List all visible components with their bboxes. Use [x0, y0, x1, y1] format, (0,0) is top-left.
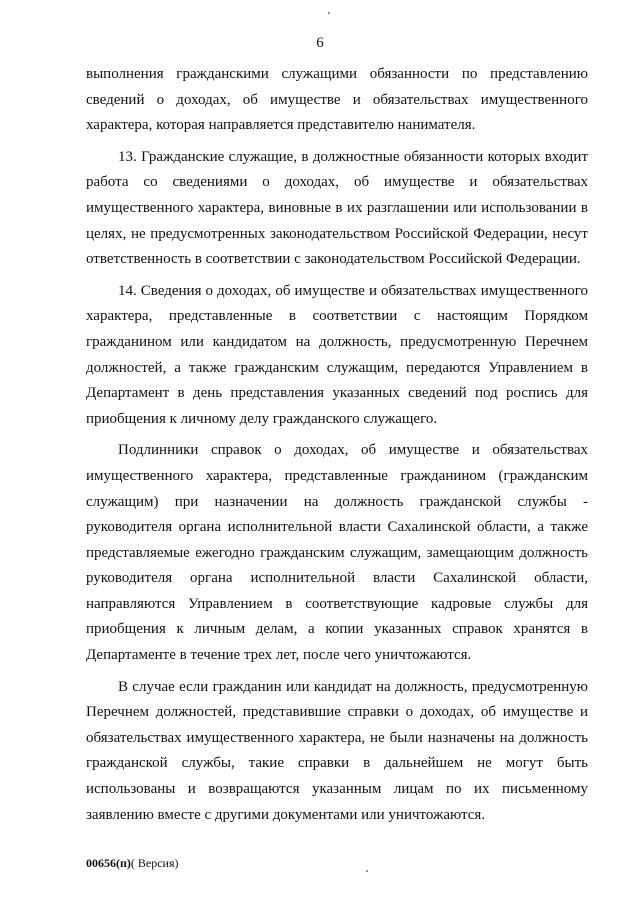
page-number: 6: [316, 35, 324, 51]
document-footer: [86, 856, 179, 870]
paragraph-not-appointed: В случае если гражданин или кандидат на должность, предусмотренную Перечнем должностей, представившие справки о доходах, об имуществе и обязательствах имущественного характера, не были назначены на должность гражданской службы, такие справки в дальнейшем не могут быть использованы и возвращаются указанным лицам по их письменному заявлению вместе с другими документами или уничтожаются.: [86, 678, 588, 823]
document-body: [86, 62, 588, 828]
document-code: 00656(п): [86, 856, 131, 870]
paragraph-13: 13. Гражданские служащие, в должностные обязанности которых входит работа со сведениями о доходах, об имуществе и обязательствах имущественного характера, виновные в их разглашении или использовании в целях, не предусмотренных законодательством Российской Федерации, несут ответственность в соответствии с законодательством Российской Федерации.: [86, 148, 588, 268]
scan-speck: [328, 12, 330, 14]
scan-speck: [366, 870, 368, 872]
paragraph-originals: Подлинники справок о доходах, об имуществе и обязательствах имущественного характера, представленные гражданином (гражданским служащим) при назначении на должность гражданской службы - руководителя органа исполнительной власти Сахалинской области, а также представляемые ежегодно гражданским служащим, замещающим должность руководителя органа исполнительной власти Сахалинской области, направляются Управлением в соответствующие кадровые службы для приобщения к личным делам, а копии указанных справок хранятся в Департаменте в течение трех лет, после чего уничтожаются.: [86, 442, 588, 664]
paragraph-continuation: выполнения гражданскими служащими обязанности по представлению сведений о доходах, об имуществе и обязательствах имущественного характера, которая направляется представителю нанимателя.: [86, 66, 588, 134]
paragraph-14: 14. Сведения о доходах, об имуществе и обязательствах имущественного характера, представленные в соответствии с настоящим Порядком гражданином или кандидатом на должность, предусмотренную Перечнем должностей, а также гражданским служащим, передаются Управлением в Департамент в день представления указанных сведений под роспись для приобщения к личному делу гражданского служащего.: [86, 282, 588, 427]
document-version: ( Версия): [130, 856, 179, 870]
